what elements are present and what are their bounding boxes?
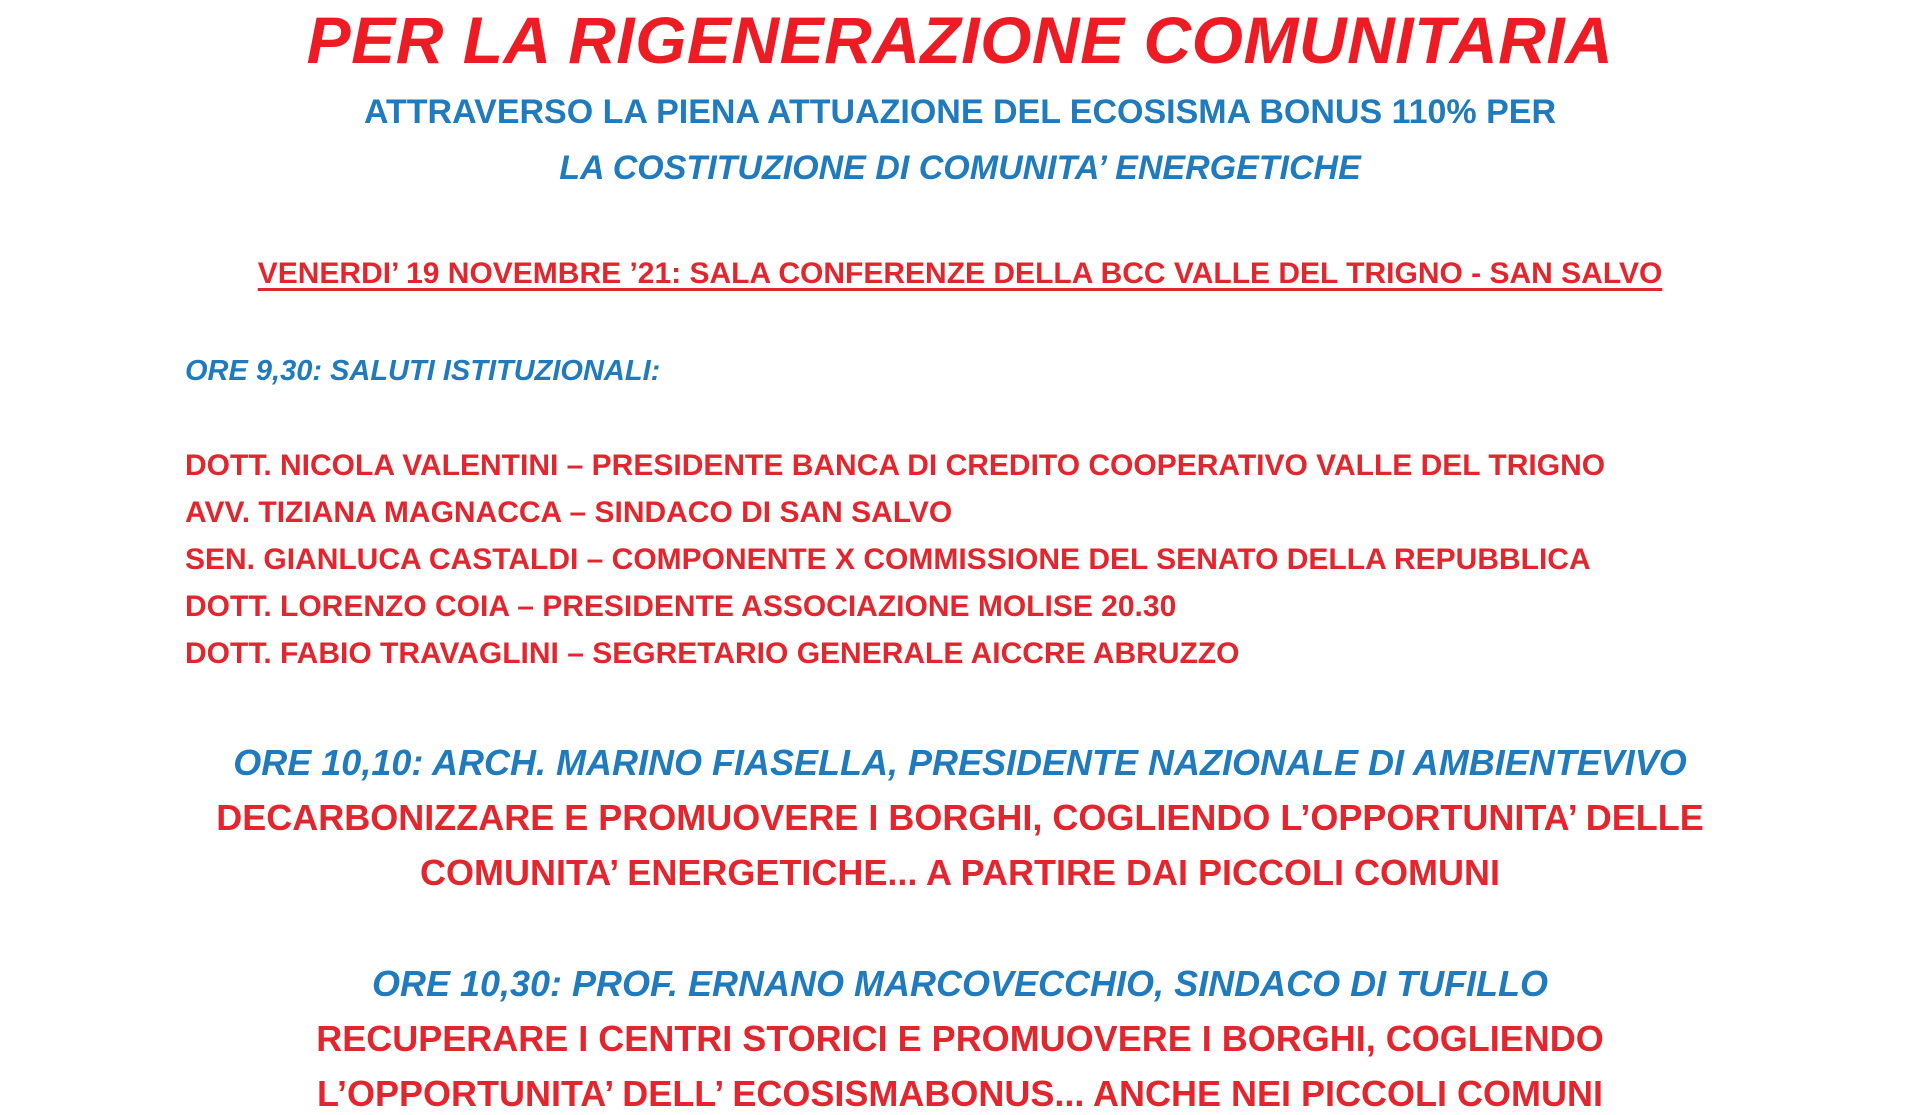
speaker-item: DOTT. FABIO TRAVAGLINI – SEGRETARIO GENERALE AICCRE ABRUZZO <box>185 637 1240 670</box>
subtitle-line-2: LA COSTITUZIONE DI COMUNITA’ ENERGETICHE <box>559 149 1361 187</box>
speaker-item: AVV. TIZIANA MAGNACCA – SINDACO DI SAN SALVO <box>185 496 953 529</box>
document-title: PER LA RIGENERAZIONE COMUNITARIA <box>306 3 1614 77</box>
speaker-item: DOTT. NICOLA VALENTINI – PRESIDENTE BANCA DI CREDITO COOPERATIVO VALLE DEL TRIGNO <box>185 449 1606 482</box>
event-date-location: VENERDI’ 19 NOVEMBRE ’21: SALA CONFERENZE DELLA BCC VALLE DEL TRIGNO - SAN SALVO <box>257 257 1663 290</box>
talk-2-topic-line-1: RECUPERARE I CENTRI STORICI E PROMUOVERE I BORGHI, COGLIENDO <box>316 1018 1604 1059</box>
talk-1-topic-line-1: DECARBONIZZARE E PROMUOVERE I BORGHI, COGLIENDO L’OPPORTUNITA’ DELLE <box>216 797 1704 838</box>
subtitle-line-1: ATTRAVERSO LA PIENA ATTUAZIONE DEL ECOSISMA BONUS 110% PER <box>363 93 1557 131</box>
talk-2-topic-line-2: L’OPPORTUNITA’ DELL’ ECOSISMABONUS... ANCHE NEI PICCOLI COMUNI <box>316 1073 1604 1114</box>
talk-2-time-speaker: ORE 10,30: PROF. ERNANO MARCOVECCHIO, SINDACO DI TUFILLO <box>371 963 1549 1004</box>
speaker-item: SEN. GIANLUCA CASTALDI – COMPONENTE X COMMISSIONE DEL SENATO DELLA REPUBBLICA <box>185 543 1591 576</box>
talk-1-topic-line-2: COMUNITA’ ENERGETICHE... A PARTIRE DAI PICCOLI COMUNI <box>419 852 1501 893</box>
speaker-item: DOTT. LORENZO COIA – PRESIDENTE ASSOCIAZIONE MOLISE 20.30 <box>185 590 1177 623</box>
talk-1-time-speaker: ORE 10,10: ARCH. MARINO FIASELLA, PRESIDENTE NAZIONALE DI AMBIENTEVIVO <box>233 742 1687 783</box>
greetings-time: ORE 9,30: SALUTI ISTITUZIONALI: <box>185 355 661 387</box>
